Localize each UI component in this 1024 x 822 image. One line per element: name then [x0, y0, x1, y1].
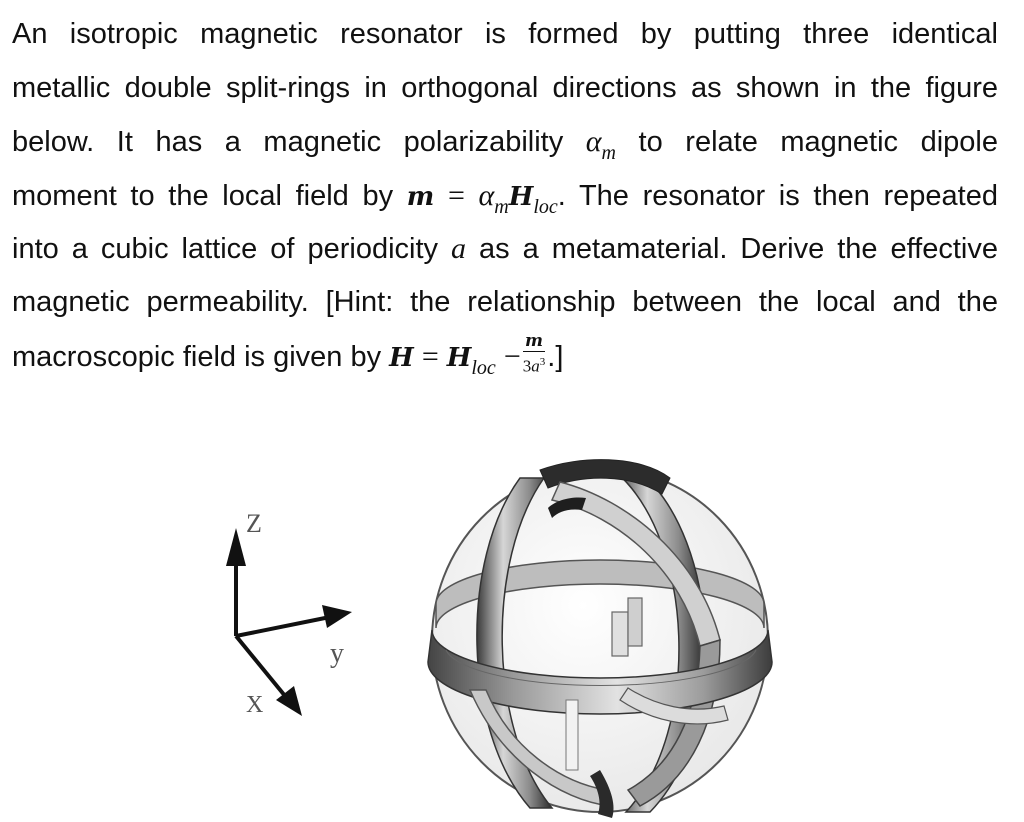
resonator-figure	[0, 440, 1024, 822]
problem-line-4: moment to the local field by $m = \alpha_mH_{loc}$. The resonator is then repeated	[12, 178, 998, 218]
problem-line-7: macroscopic field is given by $H = H_{loc}$ − $\frac{m}{3a^3}$ .]	[12, 331, 564, 379]
problem-line-2: metallic double split-rings in orthogonal directions as shown in the figure	[12, 71, 998, 104]
problem-line-6: magnetic permeability. [Hint: the relationship between the local and the	[12, 285, 998, 318]
hint-fraction: $\frac{m}{3a^3}$	[522, 331, 546, 376]
axis-label-y: y	[330, 638, 344, 669]
problem-line-1: An isotropic magnetic resonator is formed by putting three identical	[12, 18, 998, 50]
axis-label-z: Z	[246, 509, 262, 538]
split-ring-resonator	[428, 460, 772, 818]
axis-label-x: X	[246, 692, 264, 718]
z-axis-arrowhead	[226, 528, 246, 566]
problem-line-3: below. It has a magnetic polarizability $\alpha_m$ to relate magnetic dipole	[12, 125, 998, 165]
problem-line-5: into a cubic lattice of periodicity a as a metamaterial. Derive the effective	[12, 232, 998, 266]
y-axis-arrowhead	[322, 605, 352, 628]
problem-text	[12, 8, 998, 383]
coordinate-axes	[226, 528, 352, 716]
y-axis-line	[236, 617, 330, 636]
